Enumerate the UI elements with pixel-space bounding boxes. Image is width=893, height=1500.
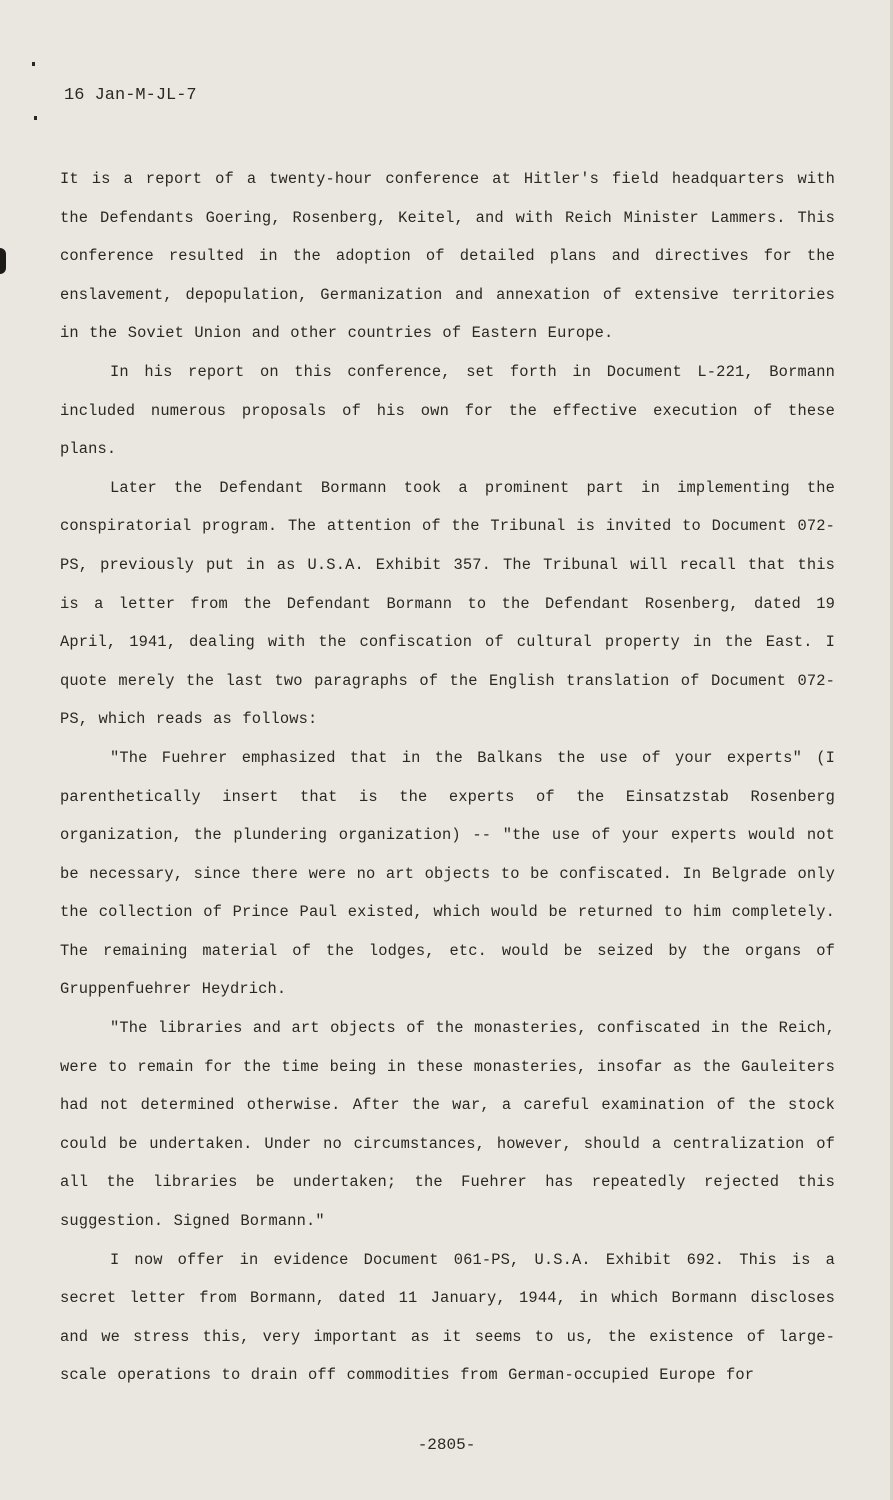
quoted-paragraph: "The Fuehrer emphasized that in the Balkans the use of your experts" (I parenthetically insert that is the experts of the Einsatzstab Rosenberg organization, the plundering organization) -- "the use of your experts would not be necessary, since there were no art objects to be confiscated. In Belgrade only the collection of Prince Paul existed, which would be returned to him completely. The remaining material of the lodges, etc. would be seized by the organs of Gruppenfuehrer Heydrich. <box>60 748 835 999</box>
margin-tick-mark <box>32 62 35 66</box>
paragraph: I now offer in evidence Document 061-PS, U.S.A. Exhibit 692. This is a secret letter from Bormann, dated 11 January, 1944, in which Bormann discloses and we stress this, very important as it seems to us, the existence of large-scale operations to drain off commodities from German-occupied Europe for <box>60 1250 835 1385</box>
page-number: -2805- <box>417 1436 476 1454</box>
document-body <box>60 160 835 1395</box>
binding-hole-mark <box>0 248 6 274</box>
paragraph: It is a report of a twenty-hour conference at Hitler's field headquarters with the Defendants Goering, Rosenberg, Keitel, and with Reich Minister Lammers. This conference resulted in the adoption of detailed plans and directives for the enslavement, depopulation, Germanization and annexation of extensive territories in the Soviet Union and other countries of Eastern Europe. <box>60 170 835 343</box>
quoted-paragraph: "The libraries and art objects of the monasteries, confiscated in the Reich, were to remain for the time being in these monasteries, insofar as the Gauleiters had not determined otherwise. After the war, a careful examination of the stock could be undertaken. Under no circumstances, however, should a centralization of all the libraries be undertaken; the Fuehrer has repeatedly rejected this suggestion. Signed Bormann." <box>60 1019 835 1231</box>
margin-tick-mark <box>34 116 37 120</box>
page-identifier: 16 Jan-M-JL-7 <box>64 86 197 105</box>
paragraph: Later the Defendant Bormann took a prominent part in implementing the conspiratorial program. The attention of the Tribunal is invited to Document 072-PS, previously put in as U.S.A. Exhibit 357. The Tribunal will recall that this is a letter from the Defendant Bormann to the Defendant Rosenberg, dated 19 April, 1941, dealing with the confiscation of cultural property in the East. I quote merely the last two paragraphs of the English translation of Document 072-PS, which reads as follows: <box>60 478 835 729</box>
paragraph: In his report on this conference, set forth in Document L-221, Bormann included numerous proposals of his own for the effective execution of these plans. <box>60 362 835 459</box>
